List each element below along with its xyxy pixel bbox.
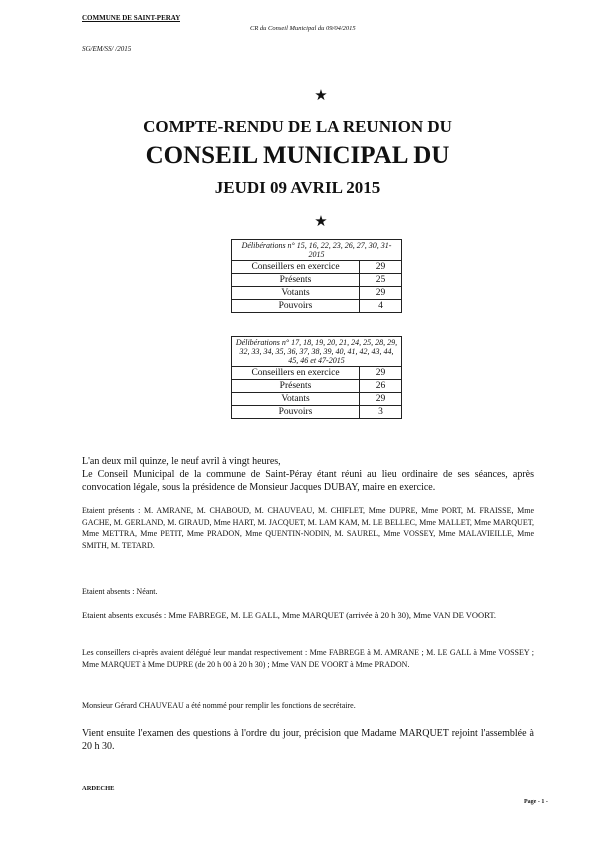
count-value: 29: [360, 393, 402, 406]
count-value: 3: [360, 406, 402, 419]
council-session-text: Le Conseil Municipal de la commune de Saint-Péray étant réuni au lieu ordinaire de ses séances, après convocation légale, sous la présidence de Monsieur Jacques DUBAY, maire en exercice.: [82, 469, 534, 493]
excused-members-paragraph: Etaient absents excusés : Mme FABREGE, M. LE GALL, Mme MARQUET (arrivée à 20 h 30), Mme VAN DE VOORT.: [82, 610, 497, 620]
deliberation-table-2: [231, 336, 402, 419]
star-ornament-top: ★: [314, 88, 328, 104]
deliberation-table-heading: Délibérations n° 17, 18, 19, 20, 21, 24, 25, 28, 29, 32, 33, 34, 35, 36, 37, 38, 39, 40, 41, 42, 43, 44, 45, 46 et 47-2015: [232, 337, 402, 367]
count-label: Votants: [232, 287, 360, 300]
commune-header: COMMUNE DE SAINT-PERAY: [82, 14, 181, 22]
title-line-2: CONSEIL MUNICIPAL DU: [145, 142, 450, 169]
count-value: 29: [360, 287, 402, 300]
title-line-1: COMPTE-RENDU DE LA REUNION DU: [143, 117, 452, 136]
count-label: Votants: [232, 393, 360, 406]
intro-paragraph: [82, 455, 534, 494]
count-value: 29: [360, 367, 402, 380]
count-label: Pouvoirs: [232, 406, 360, 419]
present-members-paragraph: Etaient présents : M. AMRANE, M. CHABOUD, M. CHAUVEAU, M. CHIFLET, Mme DUPRE, Mme PORT, M. FRAISSE, Mme GACHE, M. GERLAND, M. GIRAUD, Mme HART, M. JACQUET, M. LAM KAM, M. LE BELLEC, Mme MALLET, Mme MARQUET, Mme METTRA, Mme PETIT, Mme PRADON, Mme QUENTIN-NODIN, M. SAUREL, Mme VOSSEY, Mme MALAVIEILLE, Mme SMITH, M. TETARD.: [82, 506, 534, 550]
opening-date-line: L'an deux mil quinze, le neuf avril à vingt heures,: [82, 456, 281, 467]
secretary-paragraph: Monsieur Gérard CHAUVEAU a été nommé pour remplir les fonctions de secrétaire.: [82, 701, 356, 710]
count-value: 4: [360, 300, 402, 313]
count-value: 26: [360, 380, 402, 393]
agenda-paragraph: Vient ensuite l'examen des questions à l'ordre du jour, précision que Madame MARQUET rejoint l'assemblée à 20 h 30.: [82, 728, 534, 752]
star-ornament-bottom: ★: [314, 214, 328, 230]
footer-department: ARDECHE: [82, 785, 115, 792]
count-value: 25: [360, 274, 402, 287]
count-value: 29: [360, 261, 402, 274]
count-label: Conseillers en exercice: [232, 367, 360, 380]
footer-page-number: Page - 1 -: [524, 799, 548, 805]
deliberation-table-1: [231, 239, 402, 313]
count-label: Pouvoirs: [232, 300, 360, 313]
proxies-paragraph: Les conseillers ci-après avaient délégué leur mandat respectivement : Mme FABREGE à M. AMRANE ; M. LE GALL à Mme VOSSEY ; Mme MARQUET à Mme DUPRE (de 20 h 00 à 20 h 30) ; Mme VAN DE VOORT à Mme PRADON.: [82, 648, 534, 669]
absent-members-paragraph: Etaient absents : Néant.: [82, 587, 158, 596]
count-label: Présents: [232, 274, 360, 287]
document-reference: SG/EM/SS/ /2015: [82, 45, 132, 53]
count-label: Conseillers en exercice: [232, 261, 360, 274]
deliberation-table-heading: Délibérations n° 15, 16, 22, 23, 26, 27, 30, 31-2015: [232, 240, 402, 261]
count-label: Présents: [232, 380, 360, 393]
document-running-title: CR du Conseil Municipal du 09/04/2015: [250, 25, 356, 32]
title-line-3: JEUDI 09 AVRIL 2015: [214, 178, 381, 197]
